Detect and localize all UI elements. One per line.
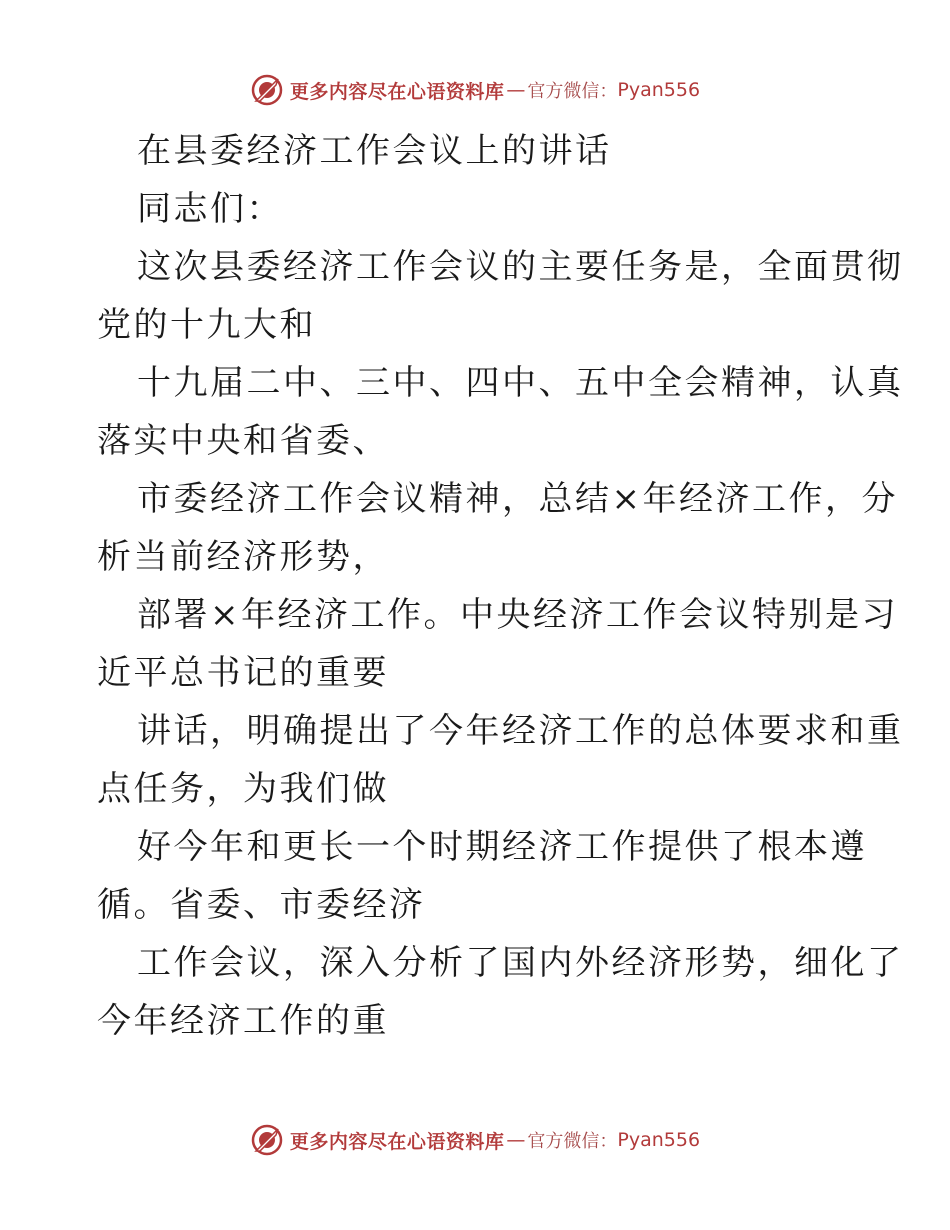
paragraph-line: 好今年和更长一个时期经济工作提供了根本遵 bbox=[137, 827, 867, 867]
paragraph-line: 讲话，明确提出了今年经济工作的总体要求和重 bbox=[137, 711, 904, 751]
banner-wechat-id: Pyan556 bbox=[617, 1129, 701, 1151]
paragraph-line: 析当前经济形势， bbox=[97, 537, 389, 577]
header-banner bbox=[0, 70, 950, 110]
document-salutation: 同志们： bbox=[137, 189, 283, 229]
banner-wechat-id: Pyan556 bbox=[617, 79, 701, 101]
paragraph-line: 市委经济工作会议精神，总结×年经济工作，分 bbox=[137, 479, 898, 519]
pen-logo-icon bbox=[250, 73, 284, 107]
banner-dash: — bbox=[506, 79, 526, 101]
banner-wechat-label: 官方微信： bbox=[527, 81, 618, 102]
paragraph-line: 十九届二中、三中、四中、五中全会精神，认真 bbox=[137, 363, 904, 403]
paragraph-line: 党的十九大和 bbox=[97, 305, 316, 345]
banner-site-name: 更多内容尽在心语资料库 bbox=[289, 80, 505, 103]
paragraph-line: 工作会议，深入分析了国内外经济形势，细化了 bbox=[137, 943, 904, 983]
paragraph-line: 近平总书记的重要 bbox=[97, 653, 389, 693]
paragraph-line: 这次县委经济工作会议的主要任务是，全面贯彻 bbox=[137, 247, 904, 287]
paragraph-line: 点任务，为我们做 bbox=[97, 769, 389, 809]
pen-logo-icon bbox=[250, 1123, 284, 1157]
paragraph-line: 部署×年经济工作。中央经济工作会议特别是习 bbox=[137, 595, 898, 635]
document-body bbox=[97, 122, 904, 1050]
document-title: 在县委经济工作会议上的讲话 bbox=[137, 131, 612, 171]
banner-wechat-label: 官方微信： bbox=[527, 1131, 618, 1152]
banner-site-name: 更多内容尽在心语资料库 bbox=[289, 1130, 505, 1153]
paragraph-line: 落实中央和省委、 bbox=[97, 421, 389, 461]
paragraph-line: 循。省委、市委经济 bbox=[97, 885, 426, 925]
footer-banner bbox=[0, 1120, 950, 1160]
paragraph-line: 今年经济工作的重 bbox=[97, 1001, 389, 1041]
banner-dash: — bbox=[506, 1129, 526, 1151]
